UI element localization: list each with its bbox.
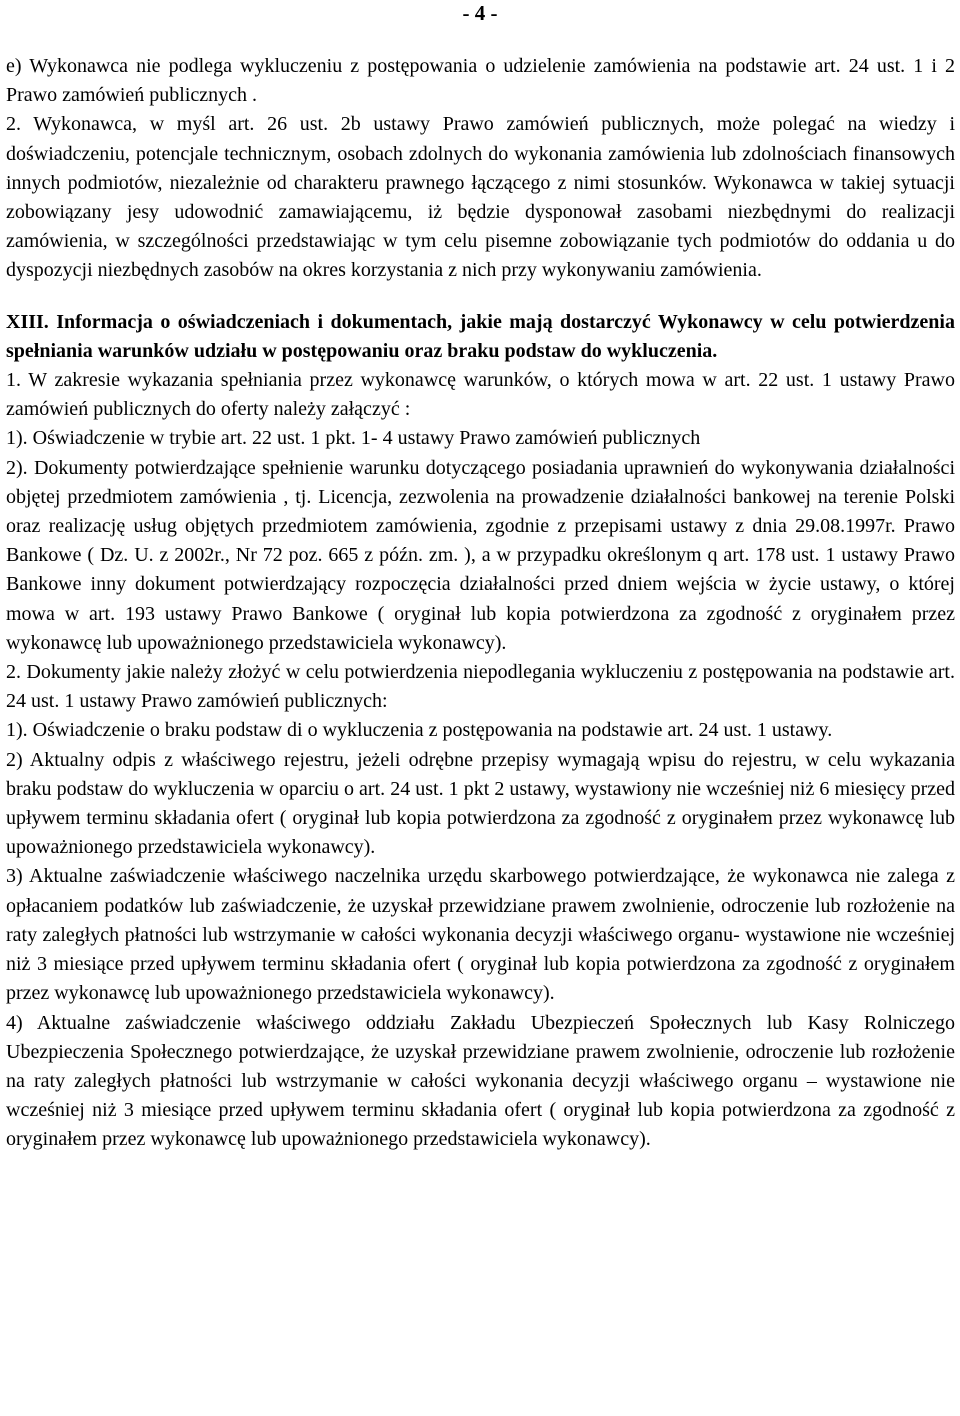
list-item: 1). Oświadczenie o braku podstaw di o wykluczenia z postępowania na podstawie art. 24 ust. 1 ustawy.: [6, 719, 833, 742]
page-number: - 4 -: [462, 1, 498, 25]
paragraph-e: e) Wykonawca nie podlega wykluczeniu z postępowania o udzielenie zamówienia na podstawie art. 24 ust. 1 i 2 Prawo zamówień publicznych .: [6, 55, 955, 107]
list-item: 2) Aktualny odpis z właściwego rejestru, jeżeli odrębne przepisy wymagają wpisu do rejestru, w celu wykazania braku podstaw do wykluczenia w oparciu o art. 24 ust. 1 pkt 2 ustawy, wystawiony nie wcześniej niż 6 miesięcy przed upływem terminu składania ofert ( oryginał lub kopia potwierdzona za zgodność z oryginałem przez wykonawcę lub upoważnionego przedstawiciela wykonawcy).: [6, 748, 955, 859]
list-item: 1. W zakresie wykazania spełniania przez wykonawcę warunków, o których mowa w art. 22 ust. 1 ustawy Prawo zamówień publicznych do oferty należy załączyć :: [6, 369, 955, 421]
section-heading: XIII. Informacja o oświadczeniach i dokumentach, jakie mają dostarczyć Wykonawcy w celu potwierdzenia spełniania warunków udziału w postępowaniu oraz braku podstaw do wykluczenia.: [6, 310, 955, 362]
document-body: [6, 52, 955, 1155]
list-item: 4) Aktualne zaświadczenie właściwego oddziału Zakładu Ubezpieczeń Społecznych lub Kasy Rolniczego Ubezpieczenia Społecznego potwierdzające, że uzyskał przewidziane prawem zwolnienie, odroczenie lub rozłożenie na raty zaległych płatności lub wstrzymanie w całości wykonania decyzji właściwego organu – wystawione nie wcześniej niż 3 miesiące przed upływem terminu składania ofert ( oryginał lub kopia potwierdzona za zgodność z oryginałem przez wykonawcę lub upoważnionego przedstawiciela wykonawcy).: [6, 1011, 955, 1151]
list-item: 1). Oświadczenie w trybie art. 22 ust. 1 pkt. 1- 4 ustawy Prawo zamówień publicznych: [6, 427, 701, 450]
list-item: 3) Aktualne zaświadczenie właściwego naczelnika urzędu skarbowego potwierdzające, że wykonawca nie zalega z opłacaniem podatków lub zaświadczenie, że uzyskał przewidziane prawem zwolnienie, odroczenie lub rozłożenie na raty zaległych płatności lub wstrzymanie w całości wykonania decyzji właściwego organu- wystawione nie wcześniej niż 3 miesiące przed upływem terminu składania ofert ( oryginał lub kopia potwierdzona za zgodność z oryginałem przez wykonawcę lub upoważnionego przedstawiciela wykonawcy).: [6, 865, 955, 1005]
list-item: 2). Dokumenty potwierdzające spełnienie warunku dotyczącego posiadania uprawnień do wykonywania działalności objętej przedmiotem zamówienia , tj. Licencja, zezwolenia na prowadzenie działalności bankowej na terenie Polski oraz realizację usług objętych przedmiotem zamówienia, zgodnie z przepisami ustawy z dnia 29.08.1997r. Prawo Bankowe ( Dz. U. z 2002r., Nr 72 poz. 665 z późn. zm. ), a w przypadku określonym q art. 178 ust. 1 ustawy Prawo Bankowe inny dokument potwierdzający rozpoczęcia działalności przed dniem wejścia w życie ustawy, o której mowa w art. 193 ustawy Prawo Bankowe ( oryginał lub kopia potwierdzona za zgodność z oryginałem przez wykonawcę lub upoważnionego przedstawiciela wykonawcy).: [6, 456, 955, 654]
list-item: 2. Dokumenty jakie należy złożyć w celu potwierdzenia niepodlegania wykluczeniu z postępowania na podstawie art. 24 ust. 1 ustawy Prawo zamówień publicznych:: [6, 661, 955, 713]
paragraph-2: 2. Wykonawca, w myśl art. 26 ust. 2b ustawy Prawo zamówień publicznych, może polegać na wiedzy i doświadczeniu, potencjale technicznym, osobach zdolnych do wykonania zamówienia lub zdolnościach finansowych innych podmiotów, niezależnie od charakteru prawnego łączącego z nimi stosunków. Wykonawca w takiej sytuacji zobowiązany jesy udowodnić zamawiającemu, iż będzie dysponował zasobami niezbędnymi do realizacji zamówienia, w szczególności przedstawiając w tym celu pisemne zobowiązanie tych podmiotów do oddania u do dyspozycji niezbędnych zasobów na okres korzystania z nich przy wykonywaniu zamówienia.: [6, 113, 955, 282]
section-gap: [6, 286, 955, 308]
